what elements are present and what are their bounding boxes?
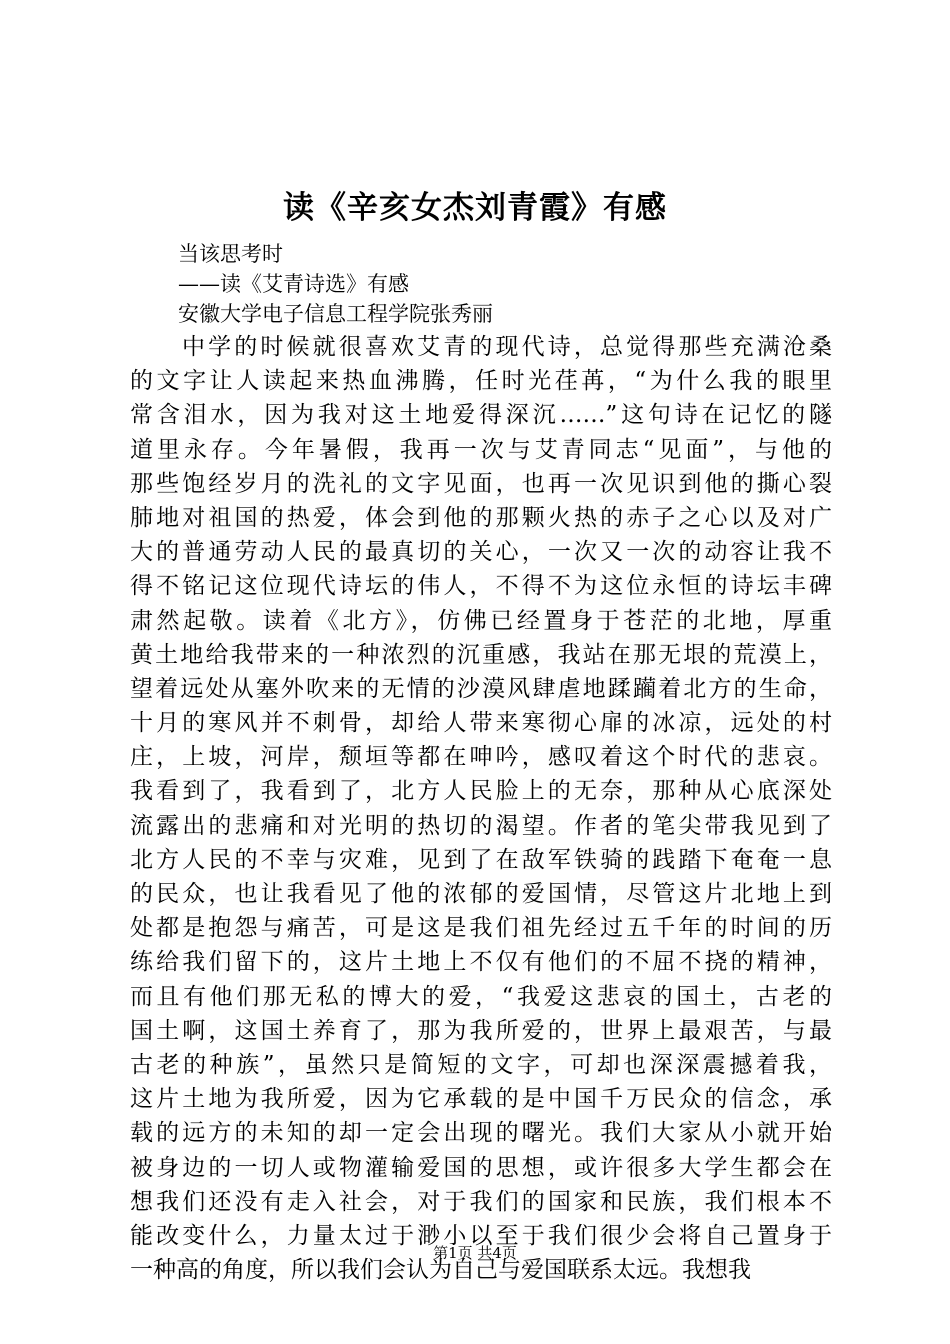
author-affiliation: 安徽大学电子信息工程学院张秀丽	[178, 302, 493, 326]
body-line: 肃然起敬。读着《北方》，仿佛已经置身于苍茫的北地，厚重	[130, 607, 832, 634]
body-line: 国土啊，这国土养育了，那为我所爱的，世界上最艰苦，与最	[130, 1017, 832, 1044]
body-text	[130, 330, 832, 1287]
body-line: 道里永存。今年暑假，我再一次与艾青同志“见面”，与他的	[130, 436, 832, 463]
body-line: 我看到了，我看到了，北方人民脸上的无奈，那种从心底深处	[130, 778, 832, 805]
body-line: 想我们还没有走入社会，对于我们的国家和民族，我们根本不	[130, 1188, 832, 1215]
body-line: 黄土地给我带来的一种浓烈的沉重感，我站在那无垠的荒漠上，	[130, 641, 832, 668]
body-line: 常含泪水，因为我对这土地爱得深沉……”这句诗在记忆的隧	[130, 402, 832, 429]
body-line: 大的普通劳动人民的最真切的关心，一次又一次的动容让我不	[130, 539, 832, 566]
body-line: 肺地对祖国的热爱，体会到他的那颗火热的赤子之心以及对广	[130, 504, 832, 531]
body-line: 的民众，也让我看见了他的浓郁的爱国情，尽管这片北地上到	[130, 881, 832, 907]
body-line: 能改变什么，力量太过于渺小以至于我们很少会将自己置身于	[130, 1222, 832, 1249]
body-line: 被身边的一切人或物灌输爱国的思想，或许很多大学生都会在	[130, 1154, 832, 1181]
body-line: 中学的时候就很喜欢艾青的现代诗，总觉得那些充满沧桑	[182, 334, 832, 360]
body-line: 望着远处从塞外吹来的无情的沙漠风肆虐地蹂躏着北方的生命，	[130, 675, 832, 702]
body-line: 这片土地为我所爱，因为它承载的是中国千万民众的信念，承	[130, 1086, 832, 1113]
body-line: 载的远方的未知的却一定会出现的曙光。我们大家从小就开始	[130, 1120, 832, 1147]
body-line: 处都是抱怨与痛苦，可是这是我们祖先经过五千年的时间的历	[130, 915, 832, 942]
essay-subtitle: ——读《艾青诗选》有感	[178, 272, 409, 296]
body-line: 那些饱经岁月的洗礼的文字见面，也再一次见识到他的撕心裂	[130, 470, 832, 497]
body-line: 练给我们留下的，这片土地上不仅有他们的不屈不挠的精神，	[130, 949, 832, 976]
body-line: 的文字让人读起来热血沸腾，任时光荏苒，“为什么我的眼里	[130, 368, 832, 395]
page-footer: 第1页 共4页	[433, 1244, 517, 1262]
body-line: 古老的种族”，虽然只是简短的文字，可却也深深震撼着我，	[130, 1051, 832, 1078]
body-line: 流露出的悲痛和对光明的热切的渴望。作者的笔尖带我见到了	[130, 812, 832, 839]
body-line: 北方人民的不幸与灾难，见到了在敌军铁骑的践踏下奄奄一息	[130, 846, 832, 873]
body-line: 庄，上坡，河岸，颓垣等都在呻吟，感叹着这个时代的悲哀。	[130, 744, 832, 771]
body-line: 而且有他们那无私的博大的爱，“我爱这悲哀的国土，古老的	[130, 983, 832, 1010]
body-line: 一种高的角度，所以我们会认为自己与爱国联系太远。我想我	[130, 1257, 751, 1284]
essay-title: 当该思考时	[178, 242, 283, 266]
document-title: 读《辛亥女杰刘青霞》有感	[283, 190, 667, 226]
body-line: 十月的寒风并不刺骨，却给人带来寒彻心扉的冰凉，远处的村	[130, 710, 832, 737]
body-line: 得不铭记这位现代诗坛的伟人，不得不为这位永恒的诗坛丰碑	[130, 573, 832, 600]
